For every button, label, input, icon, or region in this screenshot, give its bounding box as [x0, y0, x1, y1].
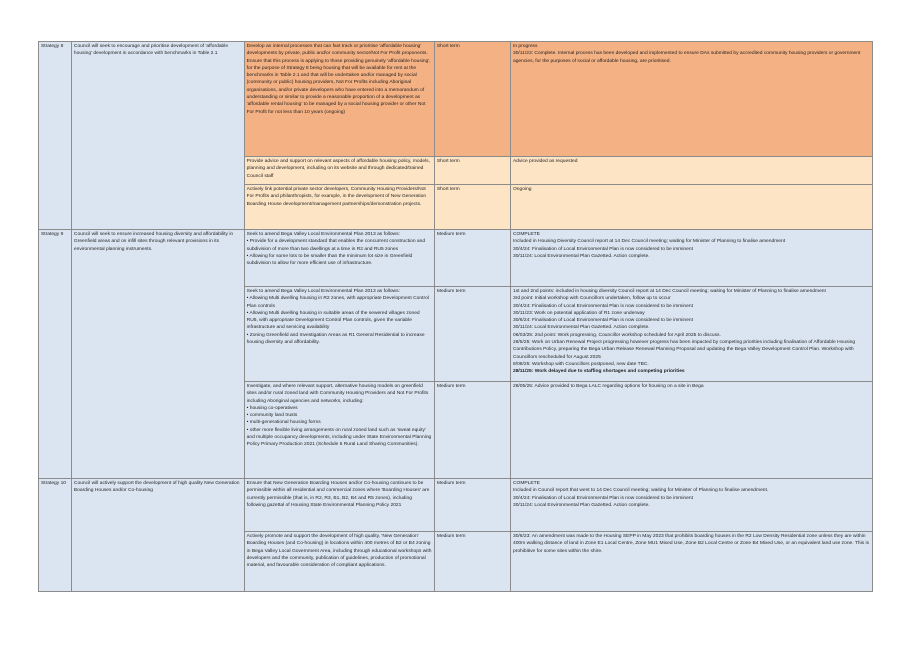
status-line: 30/4/24: Finalisation of Local Environmental Plan is now considered to be imminent [512, 303, 693, 309]
action-cell [244, 42, 434, 157]
action-cell: Ensure that New Generation Boarding Houses and/or Co-housing continues to be permissible within all residential and commercial zones where 'Boarding Houses' are currently permissible (that is, in R2, R3, B1, B2, B4 and R5 zones), including following gazettal of Housing State Environmental Planning Policy 2021 [244, 479, 434, 532]
timeframe-cell: Medium term [434, 230, 510, 287]
table-row [39, 230, 873, 287]
strategy-description: Council will actively support the development of high quality New Generation Boarding Houses and/or Co-housing [71, 479, 244, 592]
action-text: Seek to amend Bega Valley Local Environmental Plan 2013 as follows: • Provide for a development standard that enables the concurrent construction and subdivision of more than two dwellings at a time in R2 and RU5 zones • Allowing for some lots to be smaller than the minimum lot size in Greenfield subdivision to allow for more efficient use of infrastructure. [246, 232, 426, 267]
status-line: 30/11/24: Local Environmental Plan Gazetted. Action complete. [512, 253, 650, 259]
strategy-label: Strategy 8 [39, 42, 72, 230]
status-line: 3rd point: Initial workshop with Councillors undertaken, follow up to occur [512, 296, 671, 302]
action-cell [244, 382, 434, 479]
status-cell [510, 185, 872, 230]
status-line: 28/5/25: Work on Urban Renewal Project progressing however progress has been impacted by competing priorities including finalisation of Affordable Housing Contributions Policy, preparing the Bega Urban Release Renewal Planning Proposal and updating the Bega Valley Development Control Plan. Workshop with Councillors rescheduled for August 2025 [512, 340, 856, 360]
action-cell: Provide advice and support on relevant aspects of affordable housing policy, models, planning and development, including on its website and through dedicated/trained Council staff [244, 157, 434, 185]
status-line: 30/11/24: Local Environmental Plan Gazetted. Action complete. [512, 325, 650, 331]
status-cell [510, 382, 872, 479]
strategy-description: Council will seek to encourage and prioritise development of 'affordable housing' development in accordance with benchmarks in Table 2.1 [71, 42, 244, 230]
status-line: Advice provided as requested [512, 159, 578, 164]
timeframe-cell: Short term [434, 42, 510, 157]
status-line: COMPLETE [512, 481, 540, 486]
strategy-description: Council will seek to ensure increased housing diversity and affordability in Greenfield areas and on infill sites through relevant provisions in its environmental planning instruments. [71, 230, 244, 479]
timeframe-cell: Medium term [434, 532, 510, 592]
timeframe-cell: Medium term [434, 479, 510, 532]
status-line: 30/4/24: Finalisation of Local Environmental Plan is now considered to be imminent [512, 495, 693, 501]
status-line: Included in Housing Diversity Council report at 14 Dec Council meeting; waiting for Minister of Planning to finalise amendment [512, 239, 786, 245]
timeframe-cell: Short term [434, 185, 510, 230]
timeframe-cell: Medium term [434, 287, 510, 382]
action-cell: Actively promote and support the development of high quality, 'New Generation' Boarding Houses (and Co-housing) in locations within 400 metres of B2 or B4 zoning in Bega Valley Local Government Area, including through educational workshops with developers and the community, publication of guidelines, production of promotional material, and favourable consideration of compliant applications. [244, 532, 434, 592]
strategy-label: Strategy 9 [39, 230, 72, 479]
status-line: 28/11/25: Work delayed due to staffing shortages and competing priorities [512, 369, 685, 375]
status-cell [510, 532, 872, 592]
strategy-table-container [38, 41, 873, 592]
status-line: 30/4/24: Finalisation of Local Environmental Plan is now considered to be imminent [512, 246, 693, 252]
strategy-label: Strategy 10 [39, 479, 72, 592]
timeframe-cell: Short term [434, 157, 510, 185]
status-cell [510, 230, 872, 287]
action-text: Investigate, and where relevant support, alternative housing models on greenfield sites and/or rural zoned land with Community Housing Providers and Not For Profits including Aboriginal agencies and networks, including: • housing co-operatives • community land trusts • multi-generational housing forms • other more flexible living arrangements on rural zoned land such as 'sweat equity' and multiple occupancy developments, including under State Environmental Planning Policy Primary Production 2021 (Schedule 5 Rural Land Sharing Communities). [246, 384, 432, 448]
action-cell [244, 230, 434, 287]
status-line: In progress [512, 44, 538, 49]
status-line: 30/6/23: An amendment was made to the Housing SEPP in May 2023 that prohibits boarding houses in the R2 Low Density Residential zone unless they are within 400m walking distance of land in Zone E1 Local Centre, Zone MU1 Mixed Use, Zone B2 Local Centre or Zone B4 Mixed Use, or an equivalent land use zone. This is prohibitive for some sites within the shire. [512, 534, 870, 554]
action-text: Develop an internal processes that can fast track or prioritise 'affordable housing' developments by private, public and/or community sector/Not For Profit proponents. Ensure that this process is applying to those providing genuinely 'affordable housing', for the purpose of Strategy 8 being housing that will be available for rent at the benchmarks in Table 2.1 and that will be undertaken and/or managed by social (community or public) housing providers, Not For Profits including Aboriginal organisations, and/or private developers who have entered into a memorandum of understanding or similar to provide a reasonable proportion of a development as 'affordable rental housing' to be managed by a social housing provider or other Not For Profit for not less than 10 years (ongoing) [246, 44, 431, 115]
strategy-table [38, 41, 873, 592]
status-cell [510, 157, 872, 185]
status-line: 8/08/25: Workshop with Councillors postponed, new date TBC. [512, 361, 649, 367]
status-line: Ongoing [512, 187, 532, 192]
table-row [39, 42, 873, 157]
status-cell [510, 479, 872, 532]
status-line: 30/11/23: Complete. Internal process has been developed and implemented to ensure DAs submitted by accredited community housing providers or government agencies, for the purposes of social or affordable housing, are prioritised. [512, 51, 861, 64]
status-line: 30/6/24: Finalisation of Local Environmental Plan is now considered to be imminent [512, 318, 693, 324]
action-cell: Actively link potential private sector developers, Community Housing Providers/Not For Profits and philanthropists, for example, in the development of New Generation Boarding House development/management partnerships/demonstration projects. [244, 185, 434, 230]
status-line: 30/11/24: Local Environmental Plan Gazetted. Action complete. [512, 502, 650, 508]
status-line: 28/05/25: Advice provided to Bega LALC regarding options for housing on a site in Bega [512, 384, 704, 389]
table-row [39, 479, 873, 532]
status-line: COMPLETE [512, 232, 540, 237]
status-cell [510, 287, 872, 382]
action-cell [244, 287, 434, 382]
status-line: Included in Council report that went to 14 Dec Council meeting; waiting for Minister of Planning to finalise amendment. [512, 488, 769, 494]
status-line: 30/11/23: Work on potential application of R1 zone underway [512, 310, 645, 316]
action-text: Seek to amend Bega Valley Local Environmental Plan 2013 as follows: • Allowing Multi dwelling housing in R2 zones, with appropriate Development Control Plan controls • Allowing Multi dwelling housing in suitable areas of the sewered villages zoned RU5, with appropriate Development Control Plan controls, given the variable infrastructure and servicing availability • Zoning Greenfield and Investigation Areas as R1 General Residential to increase housing diversity and affordability. [246, 289, 429, 346]
status-line: 1st and 2nd points: included in housing diversity Council report at 14 Dec Council meeting; waiting for Minister of Planning to finalise amendment [512, 289, 826, 294]
status-line: 06/03/25: 2nd point: Work progressing, Councillor workshop scheduled for April 2025 to discuss. [512, 332, 721, 338]
status-cell [510, 42, 872, 157]
timeframe-cell: Medium term [434, 382, 510, 479]
